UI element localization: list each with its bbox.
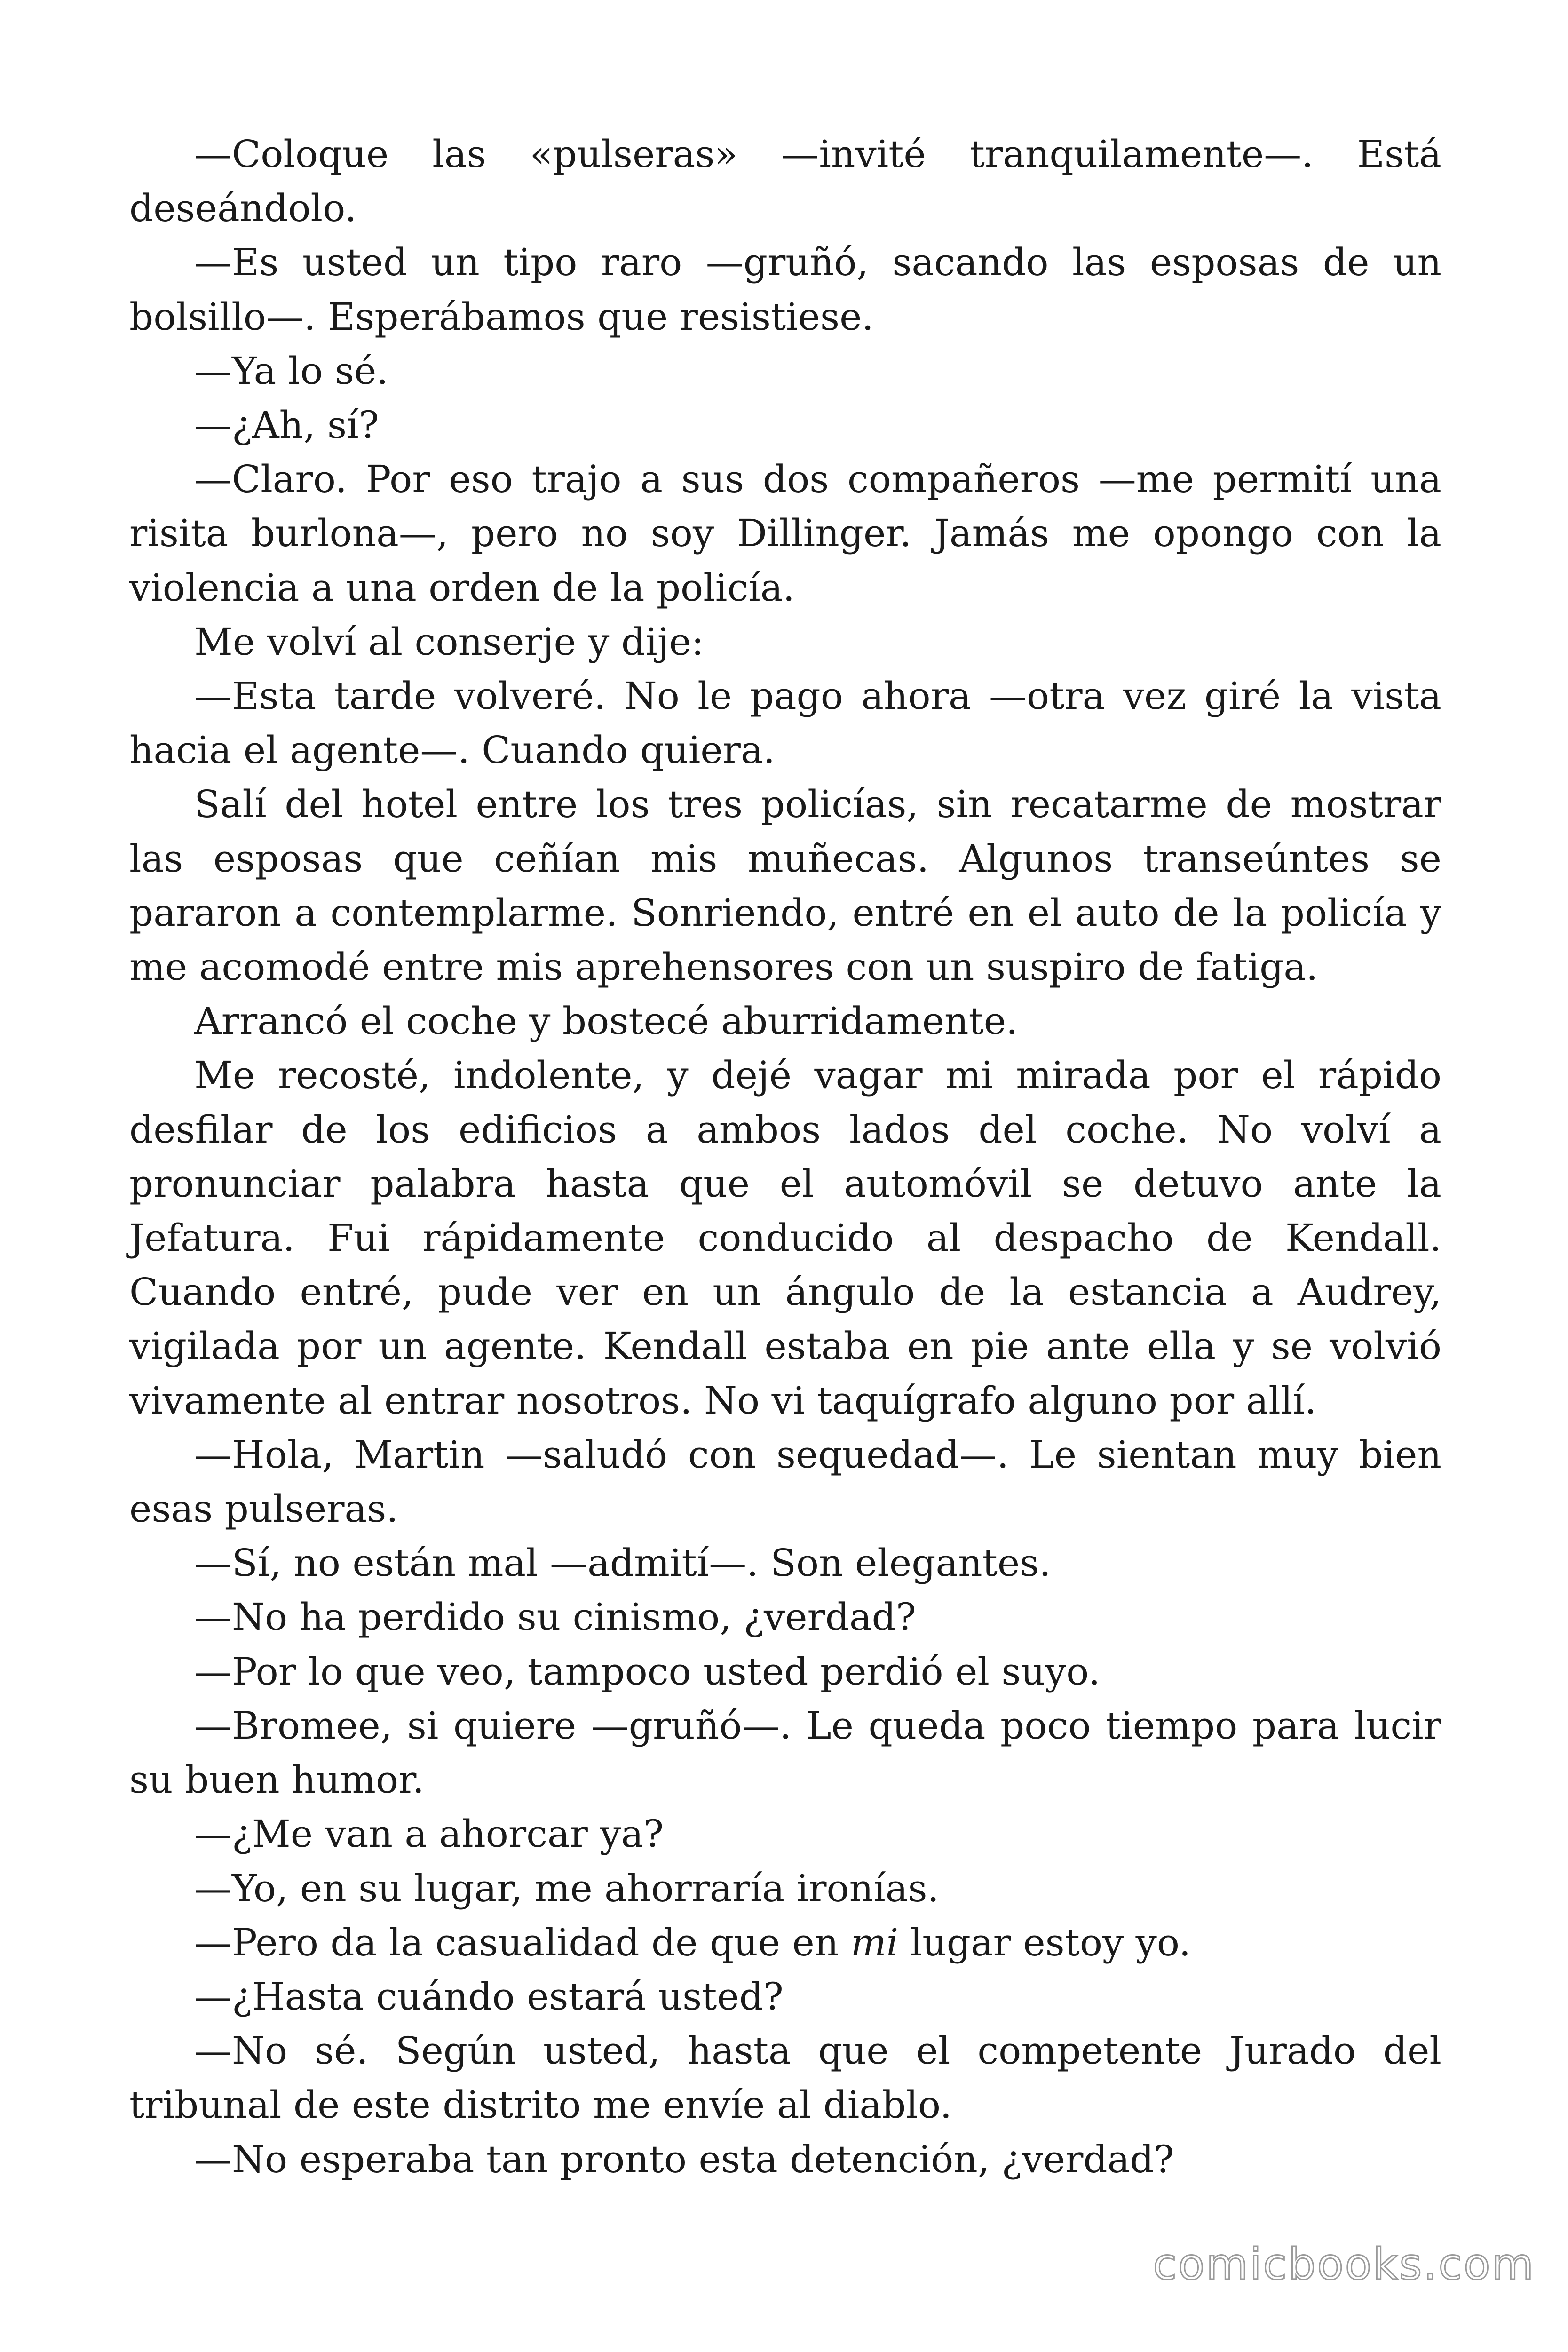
text-run: —Pero da la casualidad de que en xyxy=(194,1920,851,1964)
paragraph: —Hola, Martin —saludó con sequedad—. Le sientan muy bien esas pulseras. xyxy=(129,1432,1441,1531)
paragraph: —Coloque las «pulseras» —invité tranquilamente—. Está deseándolo. xyxy=(129,132,1441,230)
paragraph: —Yo, en su lugar, me ahorraría ironías. xyxy=(194,1866,939,1910)
paragraph: —Esta tarde volveré. No le pago ahora —otra vez giré la vista hacia el agente—. Cuando quiera. xyxy=(129,674,1441,772)
paragraph: —No ha perdido su cinismo, ¿verdad? xyxy=(194,1595,916,1639)
paragraph: —Bromee, si quiere —gruñó—. Le queda poco tiempo para lucir su buen humor. xyxy=(129,1703,1441,1802)
paragraph: —Por lo que veo, tampoco usted perdió el suyo. xyxy=(194,1649,1101,1693)
paragraph: —Claro. Por eso trajo a sus dos compañeros —me permití una risita burlona—, pero no soy Dillinger. Jamás me opongo con la violencia a una orden de la policía. xyxy=(129,457,1441,610)
paragraph: —¿Ah, sí? xyxy=(194,403,379,447)
paragraph: Salí del hotel entre los tres policías, sin recatarme de mostrar las esposas que ceñían mis muñecas. Algunos transeúntes se pararon a contemplarme. Sonriendo, entré en el auto de la policía y me acomodé entre mis aprehensores con un suspiro de fatiga. xyxy=(129,782,1441,989)
paragraph: —¿Me van a ahorcar ya? xyxy=(194,1812,664,1856)
paragraph: —Ya lo sé. xyxy=(194,349,388,393)
body-text xyxy=(129,127,1441,2186)
paragraph: Me recosté, indolente, y dejé vagar mi mirada por el rápido desfilar de los edificios a ambos lados del coche. No volví a pronunciar palabra hasta que el automóvil se detuvo ante la Jefatura. Fui rápidamente conducido al despacho de Kendall. Cuando entré, pude ver en un ángulo de la estancia a Audrey, vigilada por un agente. Kendall estaba en pie ante ella y se volvió vivamente al entrar nosotros. No vi taquígrafo alguno por allí. xyxy=(129,1053,1441,1422)
paragraph: —Sí, no están mal —admití—. Son elegantes. xyxy=(194,1541,1051,1585)
emphasis-text: mi xyxy=(850,1920,899,1964)
paragraph: Me volví al conserje y dije: xyxy=(194,620,704,664)
text-run: lugar estoy yo. xyxy=(898,1920,1191,1964)
paragraph: —No sé. Según usted, hasta que el competente Jurado del tribunal de este distrito me envíe al diablo. xyxy=(129,2029,1441,2127)
paragraph: —¿Hasta cuándo estará usted? xyxy=(194,1974,784,2018)
paragraph: —Es usted un tipo raro —gruñó, sacando las esposas de un bolsillo—. Esperábamos que resistiese. xyxy=(129,240,1441,339)
paragraph xyxy=(129,1915,1441,1970)
watermark: comicbooks.com xyxy=(1153,2239,1535,2289)
paragraph: Arrancó el coche y bostecé aburridamente. xyxy=(194,999,1018,1043)
paragraph: —No esperaba tan pronto esta detención, ¿verdad? xyxy=(194,2137,1174,2181)
